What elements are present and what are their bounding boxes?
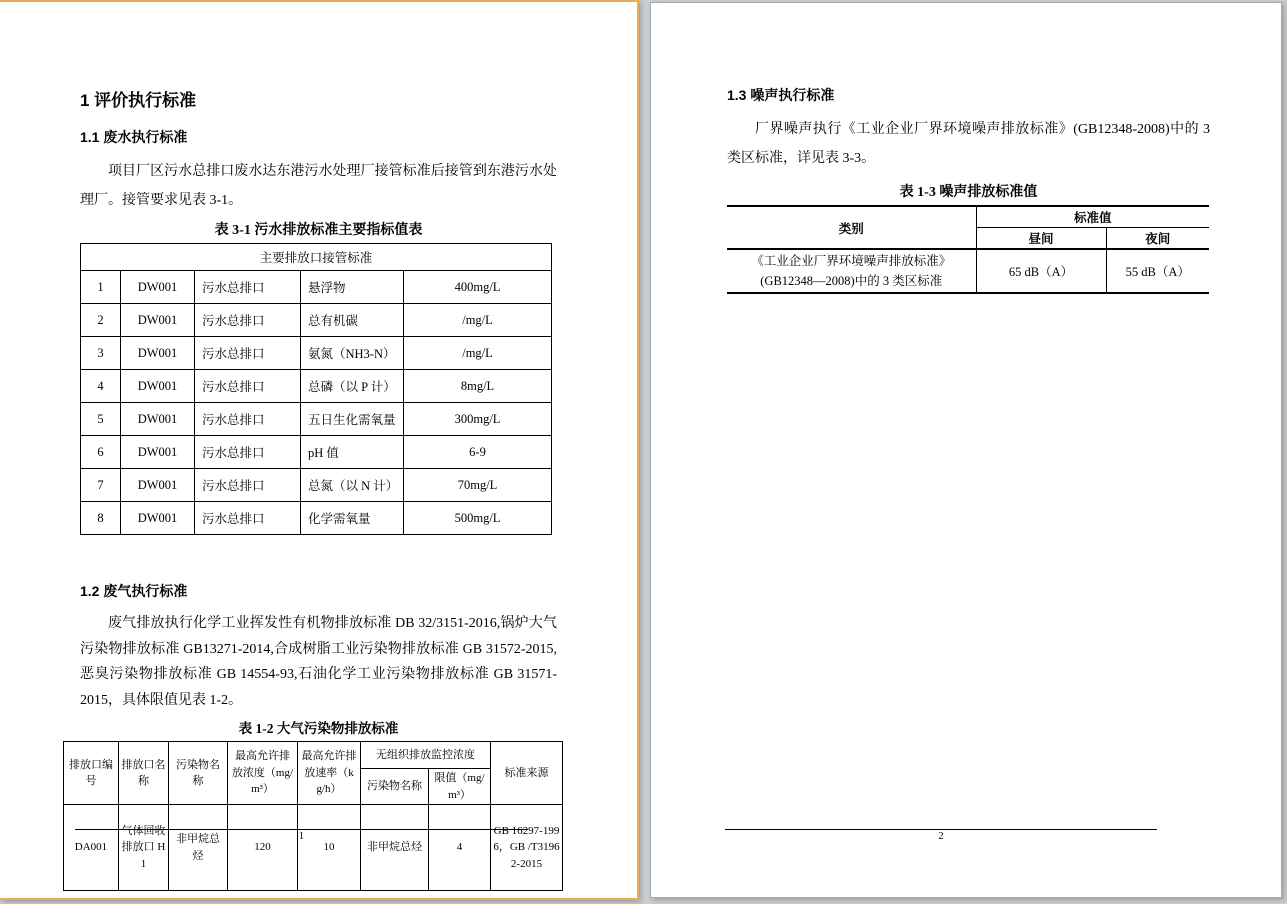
table-row: [81, 244, 552, 271]
outlet-name-cell: 污水总排口: [195, 403, 301, 436]
noise-category-cell: [727, 249, 976, 293]
table-1-3-caption: 表 1-3 噪声排放标准值: [899, 185, 1038, 200]
row-index-cell: 5: [81, 403, 121, 436]
document-page-2[interactable]: [650, 2, 1282, 898]
outlet-code-cell: DW001: [121, 436, 195, 469]
outlet-name-cell: 污水总排口: [195, 502, 301, 535]
pollutant-cell: 化学需氧量: [301, 502, 404, 535]
outlet-code-cell: DW001: [121, 370, 195, 403]
noise-category-line-2: (GB12348—2008)中的 3 类区标准: [760, 274, 943, 288]
table-1-2-caption: 表 1-2 大气污染物排放标准: [238, 721, 399, 736]
row-index-cell: 4: [81, 370, 121, 403]
outlet-name-cell: 污水总排口: [195, 304, 301, 337]
outlet-code-header: 排放口编号: [64, 742, 119, 805]
row-index-cell: 8: [81, 502, 121, 535]
table-3-1-merged-header: 主要排放口接管标准: [81, 244, 552, 271]
pollutant-cell: 总磷（以 P 计）: [301, 370, 404, 403]
daytime-limit-cell: 65 dB（A）: [976, 249, 1106, 293]
daytime-header: 昼间: [976, 228, 1106, 250]
table-1-2-air-pollutant-standards: [63, 741, 563, 891]
section-1-3-title: 1.3 噪声执行标准: [727, 87, 835, 103]
pollutant-cell: 五日生化需氧量: [301, 403, 404, 436]
fugitive-limit-cell: 4: [429, 805, 491, 891]
section-1-1-title: 1.1 废水执行标准: [80, 129, 188, 145]
section-1-1-paragraph: 项目厂区污水总排口废水达东港污水处理厂接管标准后接管到东港污水处理厂。接管要求见表 3-1。: [80, 164, 557, 208]
table-row: [81, 403, 552, 436]
outlet-code-cell: DW001: [121, 502, 195, 535]
document-page-1[interactable]: [0, 0, 639, 900]
row-index-cell: 7: [81, 469, 121, 502]
fugitive-pollutant-cell: 非甲烷总烃: [361, 805, 429, 891]
table-3-1-wastewater-standards: [80, 243, 552, 535]
row-index-cell: 2: [81, 304, 121, 337]
limit-value-cell: 300mg/L: [404, 403, 552, 436]
limit-value-cell: 70mg/L: [404, 469, 552, 502]
pollutant-cell: pH 值: [301, 436, 404, 469]
section-1-2-paragraph: 废气排放执行化学工业挥发性有机物排放标准 DB 32/3151-2016,锅炉大气污染物排放标准 GB13271-2014,合成树脂工业污染物排放标准 GB 31572-2015,恶臭污染物排放标准 GB 14554-93,石油化学工业污染物排放标准 GB 31571-2015，具体限值见表 1-2。: [80, 616, 557, 708]
table-row: [81, 271, 552, 304]
page-1-footer-rule: [75, 829, 528, 830]
page-1-number: 1: [298, 831, 305, 842]
limit-value-cell: /mg/L: [404, 337, 552, 370]
outlet-code-cell: DW001: [121, 304, 195, 337]
max-concentration-header: 最高允许排放浓度（mg/m³）: [228, 742, 298, 805]
row-index-cell: 3: [81, 337, 121, 370]
pollutant-name-cell: 非甲烷总烃: [169, 805, 228, 891]
limit-value-cell: /mg/L: [404, 304, 552, 337]
limit-value-cell: 500mg/L: [404, 502, 552, 535]
standard-value-group-header: 标准值: [976, 206, 1209, 228]
outlet-code-cell: DW001: [121, 403, 195, 436]
row-index-cell: 1: [81, 271, 121, 304]
outlet-name-cell: 污水总排口: [195, 469, 301, 502]
limit-value-cell: 6-9: [404, 436, 552, 469]
limit-value-cell: 400mg/L: [404, 271, 552, 304]
row-index-cell: 6: [81, 436, 121, 469]
table-header-row: [64, 742, 563, 769]
outlet-name-cell: 污水总排口: [195, 436, 301, 469]
table-row: [81, 304, 552, 337]
page-1-content: [69, 86, 560, 891]
standard-source-header: 标准来源: [491, 742, 563, 805]
outlet-code-cell: DW001: [121, 469, 195, 502]
outlet-code-cell: DW001: [121, 337, 195, 370]
noise-category-line-1: 《工业企业厂界环境噪声排放标准》: [751, 254, 952, 268]
table-1-3-noise-standards: [727, 205, 1209, 294]
table-row: [81, 469, 552, 502]
table-row: [81, 337, 552, 370]
max-rate-header: 最高允许排放速率（kg/h）: [298, 742, 361, 805]
outlet-name-cell: 污水总排口: [195, 271, 301, 304]
outlet-name-header: 排放口名称: [119, 742, 169, 805]
fugitive-pollutant-header: 污染物名称: [361, 769, 429, 805]
page-2-content: [727, 85, 1210, 294]
nighttime-limit-cell: 55 dB（A）: [1125, 265, 1190, 279]
chapter-heading: 1 评价执行标准: [80, 91, 197, 110]
section-1-2-title: 1.2 废气执行标准: [80, 583, 188, 599]
nighttime-header: 夜间: [1106, 228, 1209, 250]
pollutant-cell: 悬浮物: [301, 271, 404, 304]
pollutant-name-header: 污染物名称: [169, 742, 228, 805]
table-header-row: [727, 206, 1209, 228]
pollutant-cell: 氨氮（NH3-N）: [301, 337, 404, 370]
table-row: [81, 370, 552, 403]
category-header: 类别: [727, 206, 976, 249]
max-rate-cell: 10: [298, 805, 361, 891]
table-3-1-caption: 表 3-1 污水排放标准主要指标值表: [214, 223, 423, 238]
pollutant-cell: 总有机碳: [301, 304, 404, 337]
page-2-footer-rule: [725, 829, 1157, 830]
pollutant-cell: 总氮（以 N 计）: [301, 469, 404, 502]
table-row: [81, 436, 552, 469]
fugitive-limit-header: 限值（mg/m³）: [429, 769, 491, 805]
max-concentration-cell: 120: [228, 805, 298, 891]
outlet-name-cell: 气体回收排放口 H1: [119, 805, 169, 891]
section-1-3-paragraph: 厂界噪声执行《工业企业厂界环境噪声排放标准》(GB12348-2008)中的 3 类区标准，详见表 3-3。: [727, 122, 1210, 166]
fugitive-emission-group-header: 无组织排放监控浓度: [361, 742, 491, 769]
table-row: [64, 805, 563, 891]
outlet-name-cell: 污水总排口: [195, 337, 301, 370]
limit-value-cell: 8mg/L: [404, 370, 552, 403]
table-row: [81, 502, 552, 535]
outlet-name-cell: 污水总排口: [195, 370, 301, 403]
outlet-code-cell: DW001: [121, 271, 195, 304]
outlet-code-cell: DA001: [64, 805, 119, 891]
table-row: [727, 249, 1209, 293]
standard-source-cell: GB 16297-1996，GB /T31962-2015: [491, 805, 563, 891]
page-2-number: 2: [938, 831, 944, 842]
